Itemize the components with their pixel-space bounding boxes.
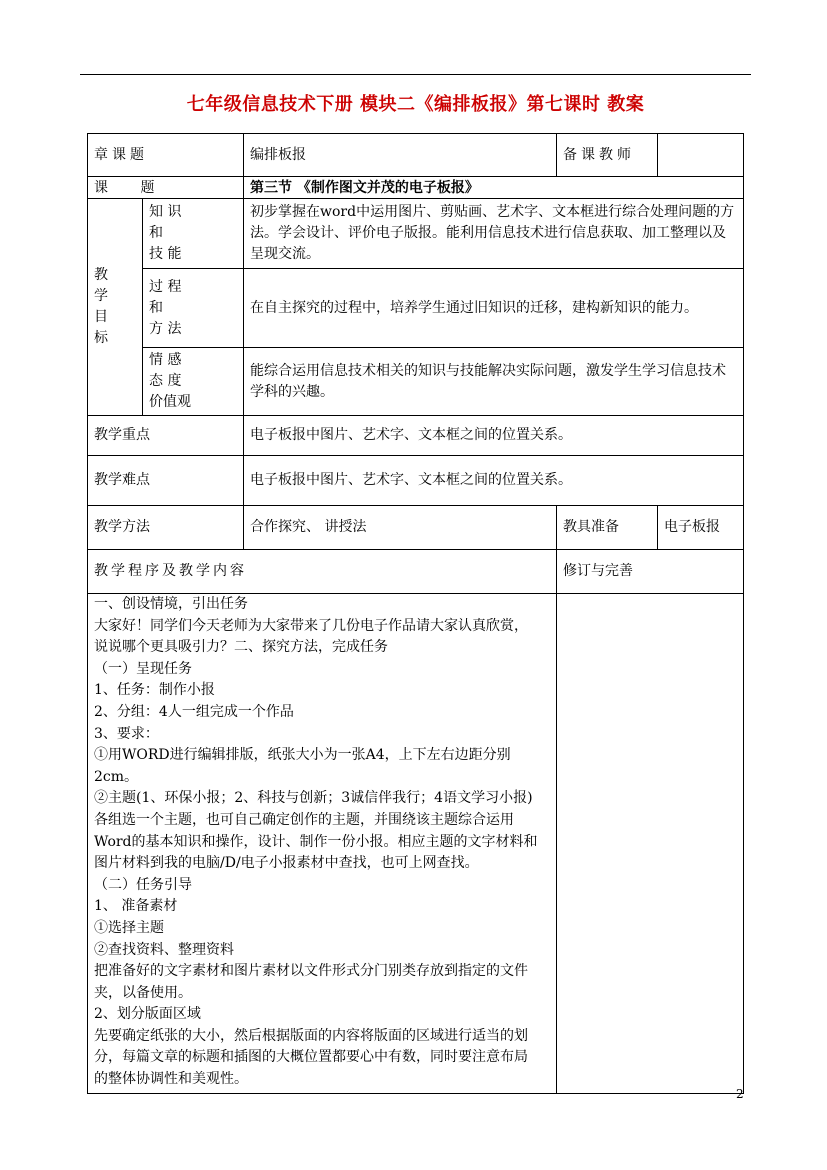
goal-process-label [143,269,244,348]
procedure-line: 3、要求： [94,725,159,742]
row-topic [88,177,744,199]
row-procedure-header [88,550,744,594]
row-goal-emotion [88,348,744,416]
goal-sub-line: 技 能 [149,246,182,262]
difficulty-text: 电子板报中图片、艺术字、文本框之间的位置关系。 [244,456,744,506]
goal-knowledge-label [143,199,244,269]
procedure-line: 夹，以备使用。 [94,984,192,1001]
goal-sub-line: 价值观 [149,394,191,410]
procedure-line: 的整体协调性和美观性。 [94,1071,248,1088]
row-key-point [88,416,744,456]
procedure-line: ①选择主题 [94,919,164,936]
procedure-line: 先要确定纸张的大小，然后根据版面的内容将版面的区域进行适当的划 [94,1027,528,1044]
tools-label: 教具准备 [557,506,658,550]
goal-sub-line: 和 [149,225,163,241]
goals-label-char: 学 [94,288,108,304]
procedure-line: （二）任务引导 [94,876,192,893]
goals-label-char: 目 [94,309,108,325]
key-point-label: 教学重点 [88,416,244,456]
procedure-label: 教学程序及教学内容 [88,550,557,594]
goal-knowledge-text: 初步掌握在word中运用图片、剪贴画、艺术字、文本框进行综合处理问题的方法。学会设计、评价电子版报。能利用信息技术进行信息获取、加工整理以及呈现交流。 [244,199,744,269]
procedure-line: 1、任务：制作小报 [94,682,215,699]
procedure-line: ②主题(1、环保小报；2、科技与创新；3诚信伴我行；4语文学习小报) [94,790,533,807]
procedure-line: （一）呈现任务 [94,660,192,677]
revision-content [557,594,744,1094]
chapter-value: 编排板报 [244,134,557,177]
procedure-content [88,594,557,1094]
goals-label-char: 教 [94,267,108,283]
goal-sub-line: 态 度 [149,373,182,389]
chapter-label: 章课题 [88,134,244,177]
tools-value: 电子板报 [658,506,744,550]
row-goal-process [88,269,744,348]
method-label: 教学方法 [88,506,244,550]
goals-label [88,199,143,416]
row-difficulty [88,456,744,506]
procedure-line: 说说哪个更具吸引力？二、探究方法，完成任务 [94,639,388,656]
procedure-line: ①用WORD进行编辑排版，纸张大小为一张A4，上下左右边距分别2cm。 [94,747,511,785]
procedure-line: ②查找资料、整理资料 [94,941,234,958]
document-title: 七年级信息技术下册 模块二《编排板报》第七课时 教案 [186,94,645,115]
goal-sub-line: 情 感 [149,352,182,368]
goal-sub-line: 知 识 [149,204,182,220]
goal-emotion-label [143,348,244,416]
key-point-text: 电子板报中图片、艺术字、文本框之间的位置关系。 [244,416,744,456]
procedure-line: 2、分组：4人一组完成一个作品 [94,703,294,720]
procedure-line: 大家好！同学们今天老师为大家带来了几份电子作品请大家认真欣赏， [94,617,528,634]
row-procedure-body [88,594,744,1094]
header-rule [80,74,751,75]
page-number: 2 [736,1087,744,1101]
goal-emotion-text: 能综合运用信息技术相关的知识与技能解决实际问题，激发学生学习信息技术学科的兴趣。 [244,348,744,416]
procedure-line: 图片材料到我的电脑/D/电子小报素材中查找，也可上网查找。 [94,855,479,872]
difficulty-label: 教学难点 [88,456,244,506]
procedure-line: 一、创设情境，引出任务 [94,596,248,612]
procedure-line: 2、划分版面区域 [94,1006,201,1023]
teacher-value [658,134,744,177]
procedure-line: 分，每篇文章的标题和插图的大概位置都要心中有数，同时要注意布局 [94,1049,528,1066]
row-chapter [88,134,744,177]
row-method [88,506,744,550]
method-text: 合作探究、 讲授法 [244,506,557,550]
revision-label: 修订与完善 [557,550,744,594]
row-goal-knowledge [88,199,744,269]
procedure-line: 各组选一个主题，也可自己确定创作的主题，并围绕该主题综合运用 [94,811,514,828]
goal-sub-line: 过 程 [149,278,182,295]
procedure-line: Word的基本知识和操作，设计、制作一份小报。相应主题的文字材料和 [94,833,538,850]
goal-sub-line: 和 [149,299,163,316]
topic-value: 第三节 《制作图文并茂的电子板报》 [244,177,744,199]
goal-sub-line: 方 法 [149,320,182,337]
procedure-line: 把准备好的文字素材和图片素材以文件形式分门别类存放到指定的文件 [94,963,528,980]
topic-label: 课 题 [88,177,244,199]
goal-process-text: 在自主探究的过程中，培养学生通过旧知识的迁移，建构新知识的能力。 [244,269,744,348]
lesson-plan-table [87,133,744,1094]
goals-label-char: 标 [94,330,108,346]
procedure-line: 1、 准备素材 [94,898,178,915]
teacher-label: 备课教师 [557,134,658,177]
